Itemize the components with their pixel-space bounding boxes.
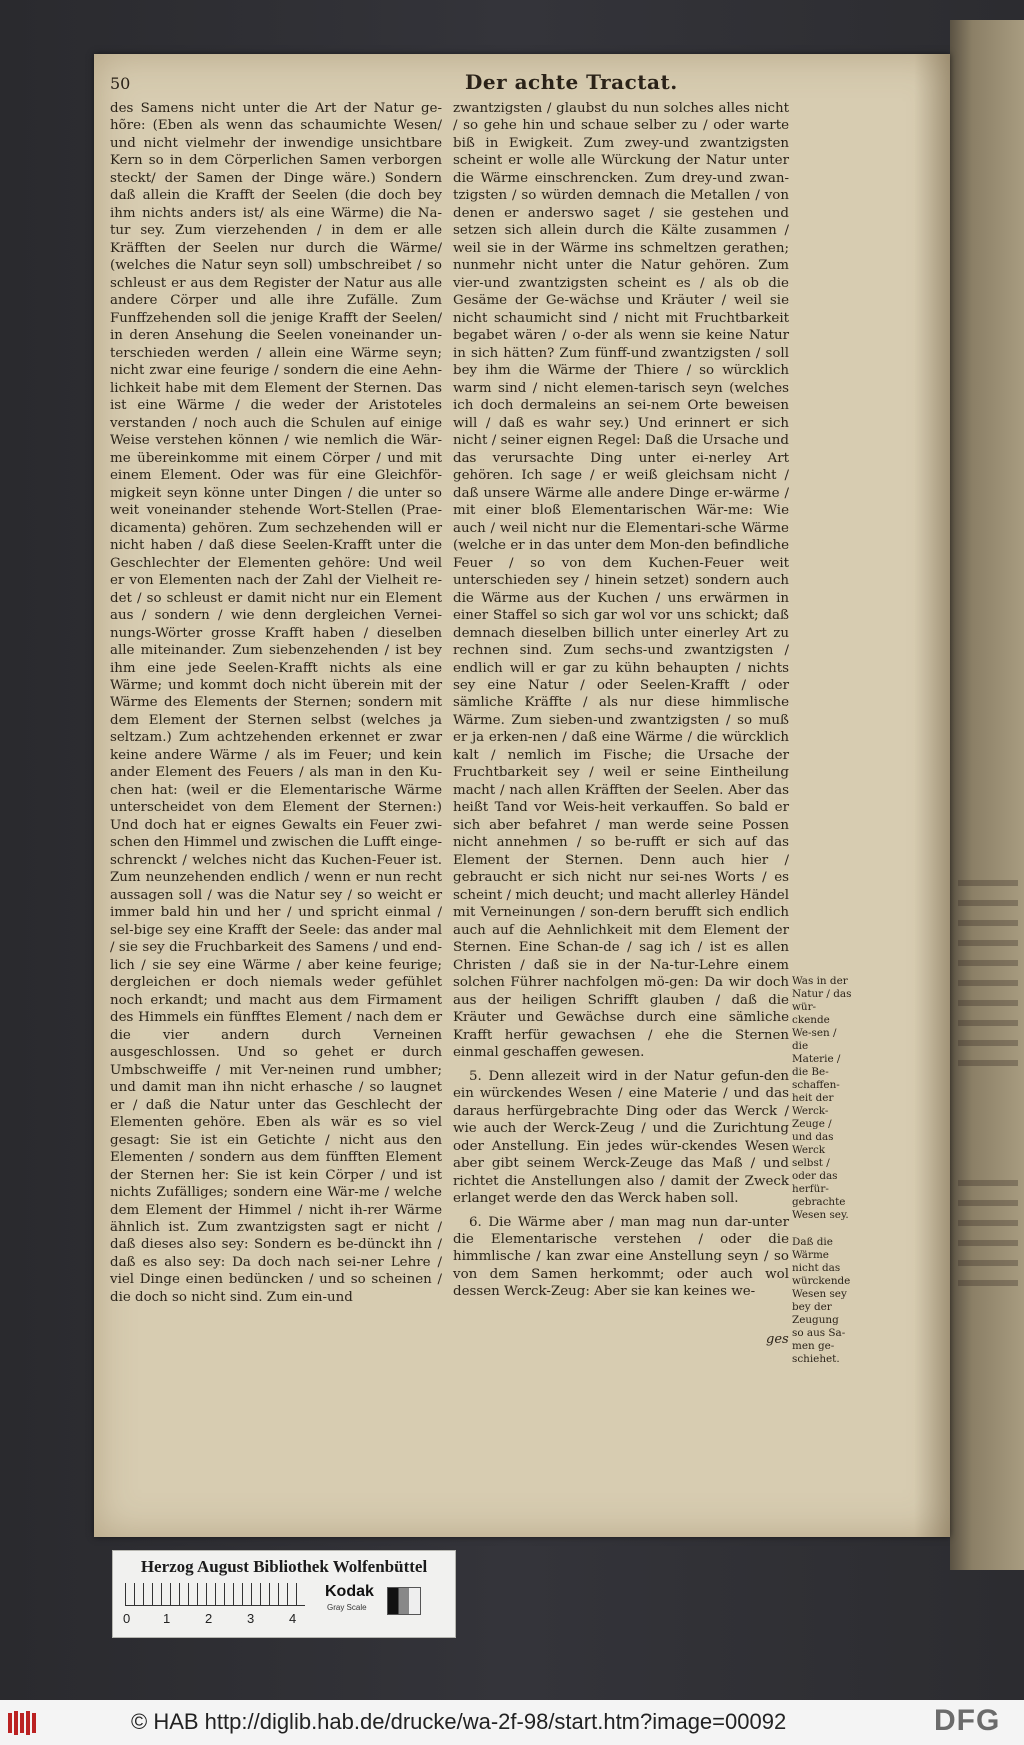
paragraph-5: 5. Denn allezeit wird in der Natur gefun-den ein würckendes Wesen / eine Materie / und das daraus herfürgebrachte Ding oder das Werck / wie auch der Werck-Zeug / und die Zurichtung oder Anstellung. Ein jedes wür-ckendes Wesen aber gibt seinem Werck-Zeuge das Maß / und richtet die Anstellungen also / damit der Zweck erlanget werde den das Werck haben soll. [453, 1068, 789, 1207]
right-column-paragraph: zwantzigsten / glaubst du nun solches alles nicht / so gehe hin und schaue selber zu / oder warte biß in Ewigkeit. Zum zwey-und zwantzigsten scheint er wolle alle Würckung der Natur unter die Wärme einschrencken. Zum drey-und zwan-tzigsten / so würden demnach die Metallen / von denen er anderswo saget / sie gestehen und setzen sich allein durch die Kälte zusammen / weil sie in der Wärme ins schmeltzen gerathen; nunmehr nicht unter die Natur gehören. Zum vier-und zwantzigsten scheint es / als ob die Gesäme der Ge-wächse und Kräuter / weil sie nicht schaumicht sind / nicht mit Fruchtbarkeit begabet wären / o-der als wenn sie keine Natur in sich hätten? Zum fünff-und zwantzigsten / soll bey ihm die Wärme der Thiere / so würcklich warm sind / nicht elemen-tarisch seyn (welches ich doch dermaleins an sei-nem Orte beweisen will / daß es wahr sey.) Und erinnert er sich nicht / seiner eignen Regel: Daß die Ursache und das verursachte Ding unter ei-nerley Art gehören. Ich sage / er weiß gleichsam nicht / daß unsere Wärme alle andere Dinge er-wärme / mit einer bloß Elementarischen Wär-me: Wie auch / weil nicht nur die Elementari-sche Wärme (welche er in das unter dem Mon-den befindliche Feuer / so von dem Kuchen-Feuer weit unterschieden sey / hinein setzet) sondern auch die Wärme aus der Kuchen / uns erwärmen in einer Staffel so sich gar wol vor uns schickt; daß demnach dieselben billich unter einerley Art zu rechnen sind. Zum sechs-und zwantzigsten / endlich will er gar zu kühn behaupten / nichts sey eine Natur / oder Seelen-Krafft / oder sämliche Kräffte / als nur diese himmlische Wärme. Zum sieben-und zwantzigsten / so muß er ja erken-nen / daß eine Wärme / die würcklich kalt / nemlich im Fische; die Ursache der Fruchtbarkeit sey / weil er seine Eintheilung macht / nach allen Kräfften der Seelen. Aber das heißt Tand vor Weis-heit verkauffen. So bald er sich aber befahret / man werde seine Possen nicht annehmen / so be-rufft er sich auf das Element der Sternen. Denn auch hier / gebraucht er sich nicht nur sei-nes Worts / es scheint / mich deucht; und macht allerley Händel mit Verneinungen / son-dern berufft sich endlich auch auf die Aehnlichkeit mit dem Element der Sternen. Eine Schan-de / sag ich / ist es allen Christen / daß sie in der Na-tur-Lehre einem solchen Führer nachfolgen mö-gen: Da wir doch aus der heiligen Schrifft glauben / daß die Kräuter und Gewächse durch eine sämliche Krafft herfür gewachsen / ehe die Sternen einmal geschaffen gewesen. [453, 101, 789, 1061]
gray-scale-label: Gray Scale [327, 1603, 367, 1612]
measurement-ruler [125, 1583, 305, 1606]
ruler-number: 3 [247, 1611, 255, 1626]
hab-logo-icon [6, 1709, 38, 1737]
ruler-numbers [123, 1611, 323, 1629]
paragraph-6: 6. Die Wärme aber / man mag nun dar-unter die Elementarische verstehen / oder die himmlische / kan zwar eine Anstellung seyn / so von dem Samen herkommt; oder auch wol dessen Werck-Zeug: Aber sie kan keines we- [453, 1214, 789, 1300]
right-text-column [453, 100, 789, 1301]
adjacent-page-edge [950, 20, 1024, 1570]
ruler-number: 1 [163, 1611, 171, 1626]
left-column-text: des Samens nicht unter die Art der Natur ge-hõre: (Eben als wenn das schaumichte Wesen/ und nicht vielmehr der inwendige unsichtbare Kern so in dem Cörperlichen Samen verborgen steckt/ der Samen der Dinge wäre.) Sondern daß allein die Krafft der Seelen (die doch bey ihm nichts anders ist/ als eine Wärme) die Na-tur sey. Zum vierzehenden / in dem er alle Kräfften der Seelen nur durch die Wärme/ (welches die Natur seyn soll) umbschreibet / so schleust er aus dem Register der Natur aus alle andere Cörper und alle ihre Zufälle. Zum Funffzehenden soll die jenige Krafft der Seelen/ in deren Ansehung die Seelen voneinander un-terschieden werden / allein eine Wärme seyn; nicht zwar eine feurige / sondern die eine Aehn-lichkeit habe mit dem Element der Sternen. Das ist eine Wärme / die weder der Aristoteles verstanden / noch auch die Schulen auf einige Weise verstehen können / wie nemlich die Wär-me übereinkomme mit einem Cörper / und mit einem Element. Oder was für eine Gleichför-migkeit seyn könne unter Dingen / die unter so weit voneinander stehende Wort-Stellen (Prae-dicamenta) gehören. Zum sechzehenden will er nicht haben / daß diese Seelen-Krafft unter die Geschlechter der Elementen gehöre: Und weil er von Elementen nach der Zahl der Vielheit re-det / so schleust er damit nicht nur ein Element aus / sondern / wie denn dergleichen Vernei-nungs-Wörter grosse Krafft haben / dieselben alle miteinander. Zum siebenzehenden / ist bey ihm eine jede Seelen-Krafft nichts als eine Wärme; und kommt doch nicht überein mit der Wärme des Elements der Sternen; sondern mit dem Element der Sternen selbst (welches ja seltzam.) Zum achtzehenden erkennet er zwar keine andere Wärme / als im Feuer; und kein ander Element des Feuers / als man in den Ku-chen hat: (weil er die Elementarische Wärme unterscheidet von dem Element der Sternen:) Und doch hat er eignes Gewalts ein Feuer zwi-schen den Himmel und zwischen die Lufft einge-schrenckt / welches nicht das Kuchen-Feuer ist. Zum neunzehenden endlich / wenn er nun recht aussagen soll / was die Natur sey / so weicht er immer bald hin und her / und spricht einmal / sel-bige sey eine Krafft der Seele: das ander mal / sie sey die Fruchbarkeit des Samens / und end-lich / sie sey eine Wärme / aber keine feurige; dergleichen er doch niemals weder gefühlet noch erkandt; und macht aus dem Firmament des Himmels ein fünfftes Element / nach dem er die vier andern durch Verneinen ausgeschlossen. Und so gehet er durch Umbschweiffe / mit Ver-neinen rund umbher; und damit man ihn nicht erhasche / so laugnet er / daß die Natur unter das Geschlecht der Elementen gehöre. Eben als wär es so viel gesagt: Sie ist ein Getichte / nicht aus den Elementen / sondern aus dem fünfften Element der Sternen her: Sie ist kein Cörper / und ist nichts Zufälliges; sondern eine Wär-me / welche dem Element der Himmel / nicht ih-rer Wärme ähnlich ist. Zum zwantzigsten sagt er nicht / daß dieses also sey: Sondern es be-dünckt ihn / daß es also sey: Da doch nach sei-ner Lehre / viel Dinge einen bedüncken / und so scheinen / die doch so nicht sind. Zum ein-und [110, 101, 442, 1305]
ruler-number: 4 [289, 1611, 297, 1626]
catchword: ges [766, 1332, 789, 1347]
library-label-card [112, 1550, 456, 1638]
ruler-number: 2 [205, 1611, 213, 1626]
page-number: 50 [110, 74, 131, 93]
page-header [110, 70, 810, 100]
kodak-logo: Kodak [325, 1583, 374, 1600]
library-name: Herzog August Bibliothek Wolfenbüttel [140, 1557, 428, 1576]
marginal-note: Daß die Wärme nicht das würckende Wesen sey bey der Zeugung so aus Sa-men ge-schiehet. [792, 1236, 851, 1365]
kodak-brand [319, 1583, 381, 1613]
footer-bar [0, 1700, 1024, 1745]
dfg-logo: DFG [934, 1704, 1001, 1737]
gray-scale-patch [387, 1587, 421, 1615]
marginal-note: Was in der Natur / das wür-ckende We-sen / die Materie / die Be-schaffen-heit der Werck-Zeuge / und das Werck selbst / oder das herfür-gebrachte Wesen sey. [792, 975, 852, 1221]
left-text-column [110, 100, 442, 1306]
running-head: Der achte Tractat. [465, 70, 678, 94]
footer-citation: © HAB http://diglib.hab.de/drucke/wa-2f-98/start.htm?image=00092 [131, 1709, 787, 1734]
ruler-number: 0 [123, 1611, 131, 1626]
